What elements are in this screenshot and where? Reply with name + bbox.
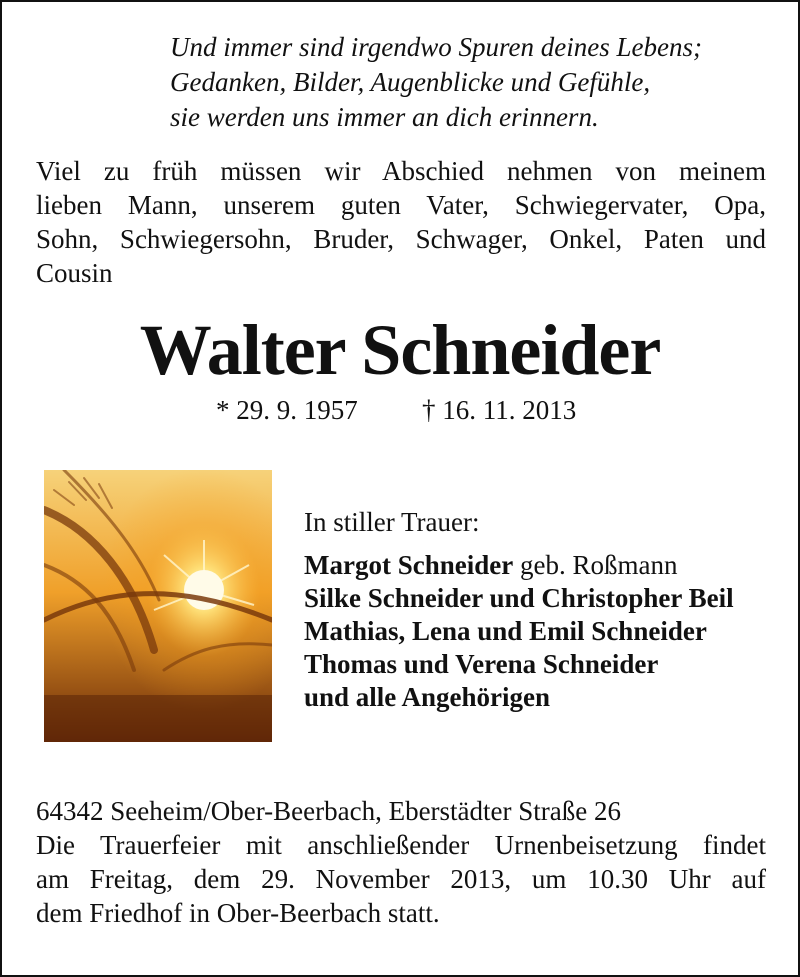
mourner-line [304, 615, 784, 648]
service-line: dem Friedhof in Ober-Beerbach statt. [36, 898, 440, 928]
mourner-name: Margot Schneider [304, 550, 514, 580]
mourner-line [304, 681, 784, 714]
mourner-name: Thomas und Verena Schneider [304, 649, 659, 679]
mourner-line [304, 648, 784, 681]
mourner-line [304, 549, 784, 582]
mourner-name: Silke Schneider und Christopher Beil [304, 583, 734, 613]
poem-line: Gedanken, Bilder, Augenblicke und Gefühle, [170, 67, 651, 97]
service-line: Die Trauerfeier mit anschließender Urnenbeisetzung findet [36, 830, 766, 860]
poem-line: Und immer sind irgendwo Spuren deines Lebens; [170, 32, 702, 62]
deceased-name: Walter Schneider [139, 310, 661, 390]
mourning-label: In stiller Trauer: [304, 507, 480, 537]
poem-line: sie werden uns immer an dich erinnern. [170, 102, 599, 132]
announcement-line: Sohn, Schwiegersohn, Bruder, Schwager, Onkel, Paten und [36, 224, 766, 254]
announcement-text [36, 154, 766, 290]
service-line: am Freitag, dem 29. November 2013, um 10.30 Uhr auf [36, 864, 766, 894]
announcement-line: Cousin [36, 258, 113, 288]
service-details [36, 794, 766, 930]
announcement-line: lieben Mann, unserem guten Vater, Schwiegervater, Opa, [36, 190, 766, 220]
mourner-maiden-name: geb. Roßmann [513, 550, 678, 580]
sunset-wheat-photo [44, 470, 272, 742]
address: 64342 Seeheim/Ober-Beerbach, Eberstädter Straße 26 [36, 796, 621, 826]
mourner-line [304, 582, 784, 615]
death-date: † 16. 11. 2013 [422, 395, 577, 425]
mourner-name: Mathias, Lena und Emil Schneider [304, 616, 707, 646]
mourners-list [304, 506, 784, 714]
sunset-wheat-image [44, 470, 272, 742]
announcement-line: Viel zu früh müssen wir Abschied nehmen von meinem [36, 156, 766, 186]
birth-date: * 29. 9. 1957 [216, 395, 358, 425]
mourner-name: und alle Angehörigen [304, 682, 551, 712]
memorial-poem [170, 30, 780, 135]
